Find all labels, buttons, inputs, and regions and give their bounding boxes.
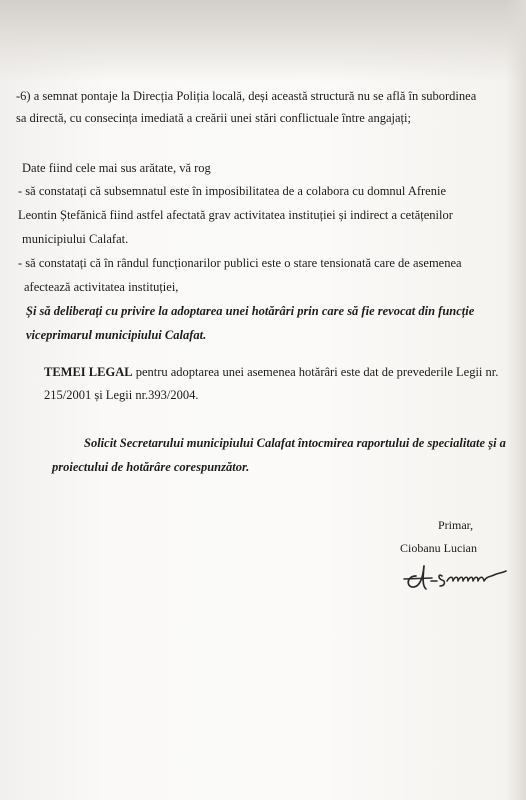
scan-shadow-right	[506, 0, 526, 800]
scan-shadow-top	[0, 0, 526, 82]
text-line-13: Solicit Secretarului municipiului Calafat întocmirea raportului de specialitate și a	[84, 436, 506, 450]
legal-basis-text: pentru adoptarea unei asemenea hotărâri este dat de prevederile Legii nr.	[135, 365, 499, 379]
text-line-3: Date fiind cele mai sus arătate, vă rog	[22, 161, 211, 175]
legal-basis-line	[44, 364, 498, 380]
text-line-7: - să constatați că în rândul funcționarilor publici este o stare tensionată care de asemenea	[18, 256, 462, 270]
text-line-14: proiectului de hotărâre corespunzător.	[52, 460, 250, 474]
text-line-10: viceprimarul municipiului Calafat.	[26, 328, 207, 342]
text-line-8: afectează activitatea instituției,	[24, 280, 179, 294]
text-line-1: -6) a semnat pontaje la Direcția Poliția locală, deși această structură nu se află în subordinea	[16, 89, 477, 103]
text-line-12: 215/2001 și Legii nr.393/2004.	[44, 388, 199, 402]
text-line-9: Și să deliberați cu privire la adoptarea unei hotărâri prin care să fie revocat din funcție	[26, 304, 475, 318]
signature-name: Ciobanu Lucian	[400, 541, 477, 555]
text-line-4: - să constatați că subsemnatul este în imposibilitatea de a colabora cu domnul Afrenie	[18, 184, 446, 198]
signature-title: Primar,	[438, 518, 474, 532]
text-line-2: sa directă, cu consecința imediată a creării unei stări conflictuale între angajați;	[16, 111, 411, 125]
text-line-5: Leontin Ștefănică fiind astfel afectată grav activitatea instituției și indirect a cetățenilor	[18, 208, 453, 222]
handwritten-signature-icon	[402, 560, 508, 594]
text-line-6: municipiului Calafat.	[22, 232, 129, 246]
legal-heading: TEMEI LEGAL	[44, 365, 133, 379]
